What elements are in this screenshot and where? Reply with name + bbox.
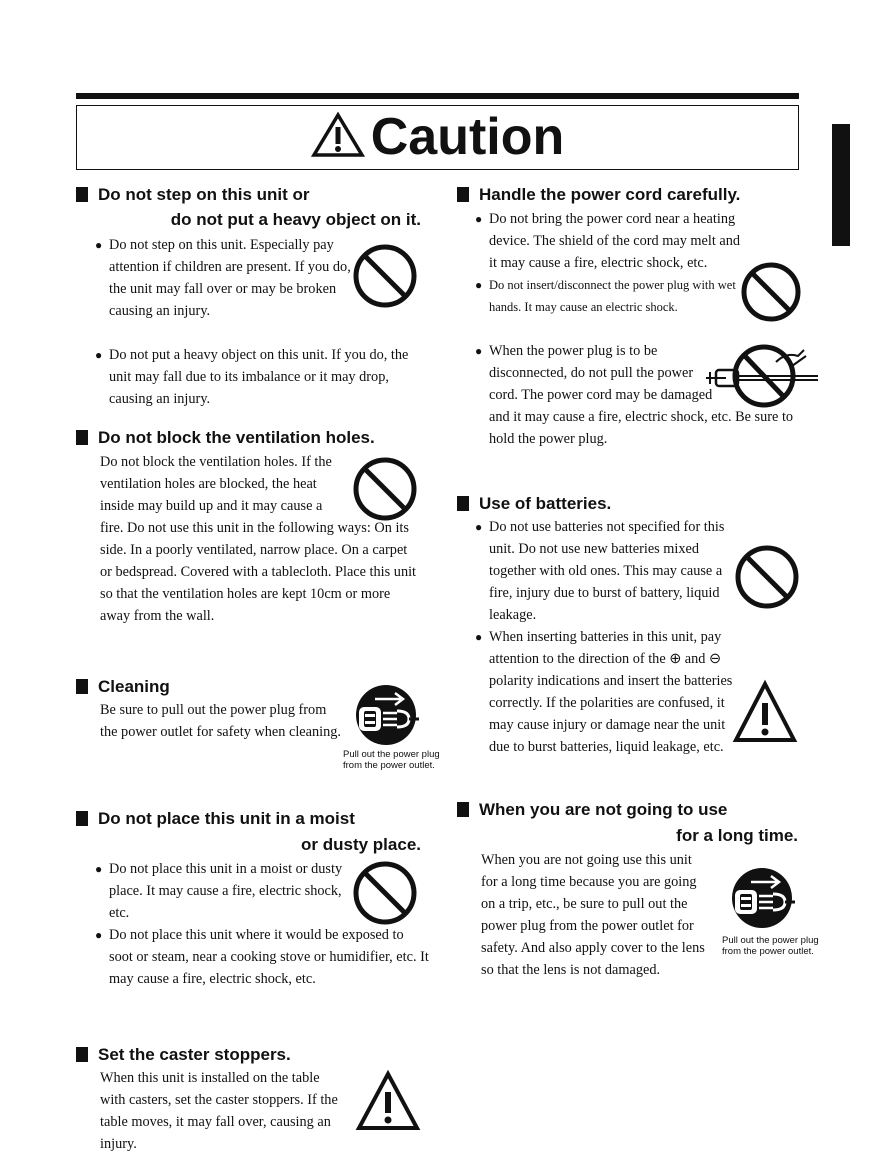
heading-line-1: When you are not going to use <box>479 800 728 819</box>
square-bullet-icon <box>457 802 469 817</box>
square-bullet-icon <box>76 679 88 694</box>
icon-spacer <box>344 451 418 517</box>
caster-clip <box>100 1067 346 1152</box>
section-batteries <box>457 493 802 515</box>
section-step-heavy <box>76 184 421 231</box>
heating-text: Do not bring the power cord near a heating device. The shield of the cord may melt and it may cause a fire, electric shock, etc. <box>489 211 741 271</box>
section-heading <box>76 184 421 206</box>
square-bullet-icon <box>76 1047 88 1062</box>
section-long-time <box>457 799 802 847</box>
top-rule <box>76 93 799 99</box>
heading-text: Set the caster stoppers. <box>98 1045 291 1064</box>
heading-line-2: do not put a heavy object on it. <box>170 210 421 229</box>
prohibition-icon <box>352 860 418 926</box>
bullet-heavy-object: ● Do not put a heavy object on this unit. If you do, the unit may fall due to its imbalance or it may drop, causing an injury. <box>97 344 431 410</box>
ventilation-text: Do not block the ventilation holes. If the ventilation holes are blocked, the heat inside may build up and it may cause a fire. Do not use this unit in the following ways: On its side. In a poorly ventilated, narrow place. On a carpet or bedspread. Covered with a tablecloth. Place this unit so that the ventilation holes are kept 10cm or more away from the wall. <box>100 454 417 624</box>
prohibition-icon <box>352 243 418 309</box>
bullet-soot-steam: ● Do not place this unit where it would be exposed to soot or steam, near a cooking stove or humidifier, etc. It may cause a fire, electric shock, etc. <box>97 924 431 990</box>
bullet-wet-hands: ● Do not insert/disconnect the power plug with wet hands. It may cause an electric shock. <box>477 274 747 318</box>
section-heading <box>457 184 802 206</box>
section-heading <box>457 799 802 821</box>
bullet-moist: ● Do not place this unit in a moist or dusty place. It may cause a fire, electric shock, etc. <box>97 858 359 924</box>
square-bullet-icon <box>76 187 88 202</box>
warning-triangle-icon <box>732 680 798 744</box>
warning-triangle-icon <box>355 1070 421 1132</box>
heading-line-1: Do not step on this unit or <box>98 185 310 204</box>
section-tab-marker <box>832 124 850 246</box>
long-time-paragraph: When you are not going use this unit for a long time because you are going on a trip, etc., be sure to pull out the power plug from the power outlet for safety. And also apply cover to the lens so that the lens is not damaged. <box>481 852 705 978</box>
heading-line-1: Do not place this unit in a moist <box>98 809 355 828</box>
battery-polarity-text: When inserting batteries in this unit, pay attention to the direction of the ⊕ and ⊖ polarity indications and insert the batteries correctly. If the polarities are confused, it may cause injury or damage near the unit due to burst batteries, liquid leakage, etc. <box>489 629 733 755</box>
square-bullet-icon <box>76 811 88 826</box>
section-ventilation <box>76 427 421 449</box>
heading-text: Cleaning <box>98 677 170 696</box>
page-title: Caution <box>370 108 565 166</box>
no-cord-pull-icon <box>706 342 818 408</box>
warning-triangle-icon <box>311 112 365 158</box>
heading-text: Do not block the ventilation holes. <box>98 428 375 447</box>
heading-text: Use of batteries. <box>479 494 612 513</box>
section-caster <box>76 1044 421 1066</box>
unplug-caption: Pull out the power plug from the power outlet. <box>722 935 819 957</box>
heading-line-2: or dusty place. <box>301 835 421 854</box>
unplug-icon <box>353 681 421 747</box>
section-heading <box>457 493 802 515</box>
section-heading <box>76 808 421 830</box>
square-bullet-icon <box>76 430 88 445</box>
pull-cord-text: When the power plug is to be disconnected, do not pull the power cord. The power cord may be damaged and it may cause a fire, electric shock, etc. Be sure to hold the power plug. <box>489 343 794 447</box>
ventilation-paragraph <box>100 451 418 627</box>
unplug-icon <box>729 864 797 930</box>
prohibition-icon <box>740 260 802 324</box>
cleaning-paragraph: Be sure to pull out the power plug from the power outlet for safety when cleaning. <box>100 702 341 740</box>
heading-text: Handle the power cord carefully. <box>479 185 741 204</box>
square-bullet-icon <box>457 496 469 511</box>
unplug-caption: Pull out the power plug from the power outlet. <box>343 749 440 771</box>
section-heading <box>76 427 421 449</box>
bullet-step: ● Do not step on this unit. Especially pay attention if children are present. If you do, the unit may fall over or may be broken causing an injury. <box>97 234 357 322</box>
caution-heading <box>77 108 798 166</box>
square-bullet-icon <box>457 187 469 202</box>
caution-title-box <box>76 105 799 170</box>
heading-line-2: for a long time. <box>676 826 798 845</box>
section-moist-dusty <box>76 808 421 856</box>
caster-paragraph: When this unit is installed on the table with casters, set the caster stoppers. If the table moves, it may fall over, causing an injury. <box>100 1070 338 1152</box>
section-power-cord <box>457 184 802 206</box>
section-heading <box>76 1044 421 1066</box>
prohibition-icon <box>734 544 800 610</box>
battery-type-text: Do not use batteries not specified for this unit. Do not use new batteries mixed together with old ones. This may cause a fire, injury due to burst of battery, liquid leakage. <box>489 519 725 623</box>
